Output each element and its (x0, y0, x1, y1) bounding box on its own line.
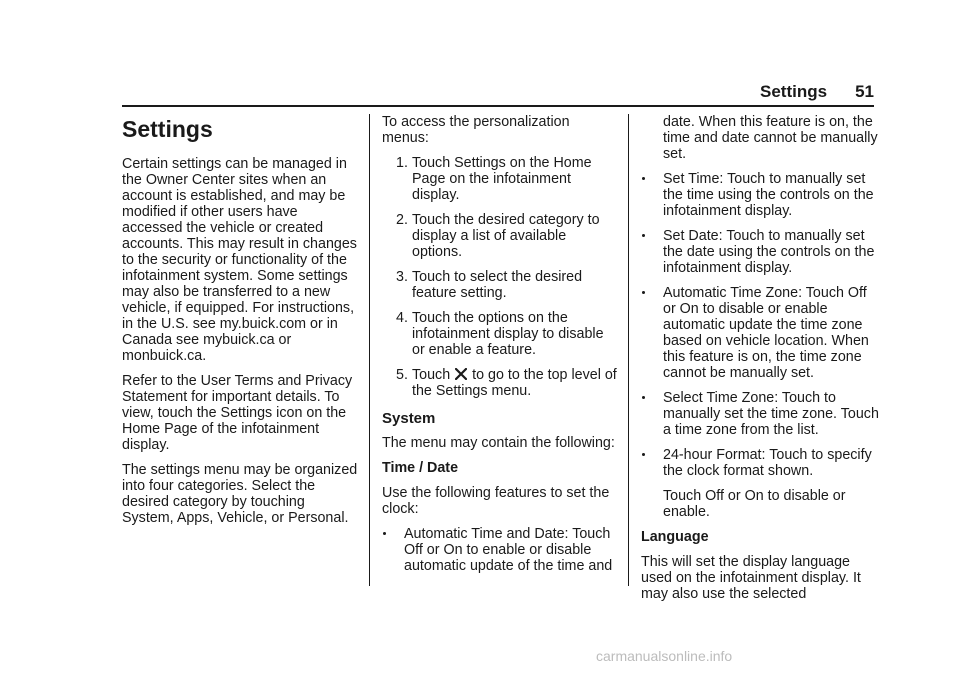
bullet-icon (383, 532, 386, 535)
step-text: Touch to select the desired feature setting. (412, 269, 583, 301)
list-item (641, 285, 881, 381)
page-title: Settings (122, 116, 213, 142)
bullet-icon (642, 177, 645, 180)
step-text: Touch (412, 367, 451, 383)
list-item (382, 155, 618, 203)
column-3 (641, 114, 881, 611)
close-icon (455, 368, 467, 380)
bullet-text: Automatic Time Zone: Touch Off or On to disable or enable automatic update the time zone based on vehicle location. When this feature is on, the time zone cannot be manually set. (663, 285, 869, 381)
watermark: carmanualsonline.info (596, 648, 733, 664)
list-item (382, 526, 618, 574)
list-item (382, 269, 618, 301)
list-item (641, 390, 881, 438)
bullet-continuation: date. When this feature is on, the time and date cannot be manually set. (663, 114, 878, 162)
bullet-note: Touch Off or On to disable or enable. (663, 488, 846, 520)
bullet-text: Automatic Time and Date: Touch Off or On to enable or disable automatic update of the time and (404, 526, 613, 574)
subheading: Time / Date (382, 460, 459, 476)
page-number: 51 (855, 82, 874, 101)
section-heading: System (382, 410, 436, 427)
bullet-text: Select Time Zone: Touch to manually set the time zone. Touch a time zone from the list. (663, 390, 879, 438)
bullet-text: Set Date: Touch to manually set the date using the controls on the infotainment display. (663, 228, 875, 276)
bullet-icon (642, 453, 645, 456)
list-item (641, 228, 881, 276)
header-rule (122, 105, 874, 107)
bullet-text: Set Time: Touch to manually set the time using the controls on the infotainment display. (663, 171, 874, 219)
list-item (641, 447, 881, 479)
column-divider (369, 114, 370, 586)
section-title: Settings (760, 82, 828, 101)
column-2 (382, 114, 618, 583)
subheading: Language (641, 529, 709, 545)
bullet-text: 24-hour Format: Touch to specify the clock format shown. (663, 447, 872, 479)
list-item (641, 171, 881, 219)
list-item (382, 310, 618, 358)
step-number: 3. (396, 269, 408, 285)
step-number: 5. (396, 367, 408, 383)
bullet-icon (642, 396, 645, 399)
step-text: Touch the desired category to display a list of available options. (412, 212, 600, 260)
paragraph: This will set the display language used on the infotainment display. It may also use the selected (641, 554, 861, 602)
step-text: Touch the options on the infotainment display to disable or enable a feature. (412, 310, 604, 358)
paragraph: The menu may contain the following: (382, 435, 615, 451)
step-number: 4. (396, 310, 408, 326)
column-divider (628, 114, 629, 586)
paragraph: Certain settings can be managed in the Owner Center sites when an account is established, and may be modified if other users have accessed the vehicle or created accounts. This may result in changes to the security or functionality of the infotainment system. Some settings may also be transferred to a new vehicle, if equipped. For instructions, in the U.S. see my.buick.com or in Canada see mybuick.ca or monbuick.ca. (122, 156, 357, 364)
paragraph: To access the personalization menus: (382, 114, 570, 146)
paragraph: Use the following features to set the clock: (382, 485, 610, 517)
step-text: to go to the top level of the Settings menu. (412, 367, 617, 399)
page-header (760, 82, 874, 102)
column-1 (122, 114, 358, 535)
bullet-icon (642, 234, 645, 237)
list-item (382, 367, 618, 399)
step-text: Touch Settings on the Home Page on the infotainment display. (412, 155, 592, 203)
step-number: 2. (396, 212, 408, 228)
paragraph: The settings menu may be organized into four categories. Select the desired category by touching System, Apps, Vehicle, or Personal. (122, 462, 358, 526)
list-item (382, 212, 618, 260)
paragraph: Refer to the User Terms and Privacy Statement for important details. To view, touch the Settings icon on the Home Page of the infotainment display. (122, 373, 353, 453)
step-number: 1. (396, 155, 408, 171)
bullet-icon (642, 291, 645, 294)
